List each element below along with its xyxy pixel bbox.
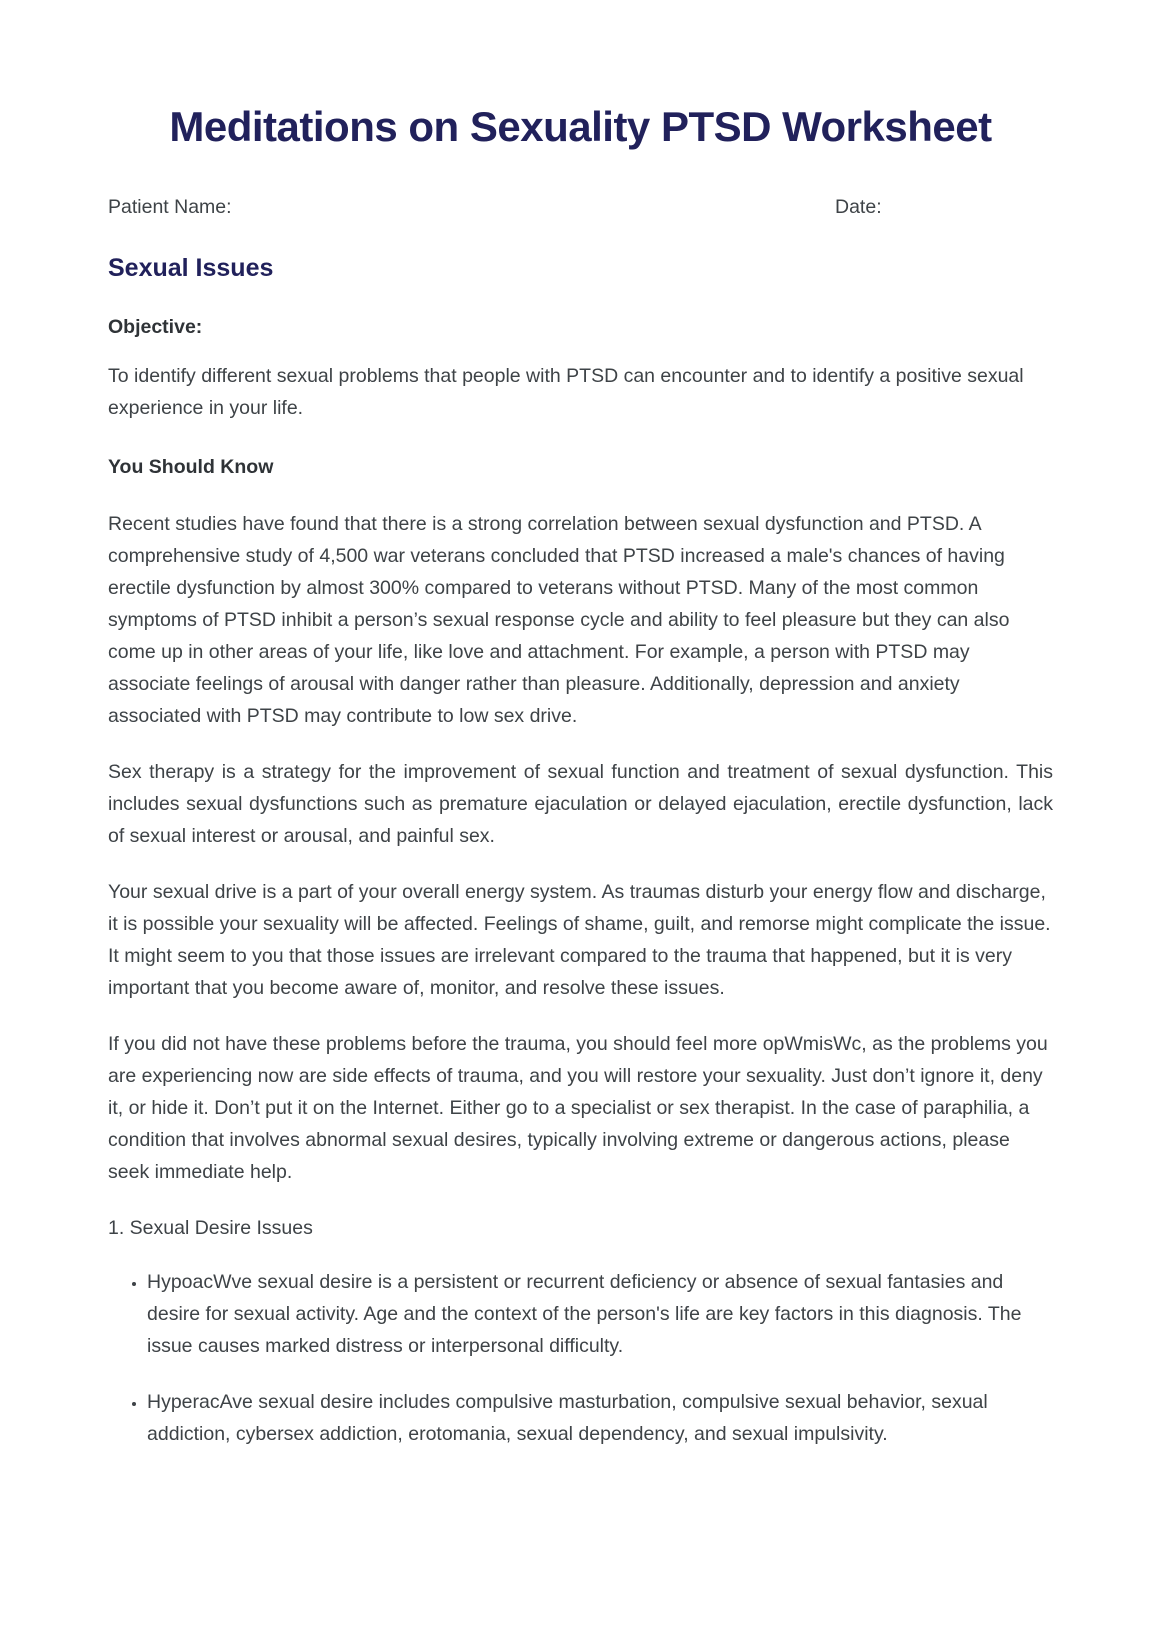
paragraph-research: Recent studies have found that there is a strong correlation between sexual dysfunction and PTSD. A comprehensive study of 4,500 war veterans concluded that PTSD increased a male's chances of having erectile dysfunction by almost 300% compared to veterans without PTSD. Many of the most common symptoms of PTSD inhibit a person’s sexual response cycle and ability to feel pleasure but they can also come up in other areas of your life, like love and attachment. For example, a person with PTSD may associate feelings of arousal with danger rather than pleasure. Additionally, depression and anxiety associated with PTSD may contribute to low sex drive. [108, 513, 1010, 727]
paragraph-restore-sexuality: If you did not have these problems before the trauma, you should feel more opWmisWc, as the problems you are experiencing now are side effects of trauma, and you will restore your sexuality. Just don’t ignore it, deny it, or hide it. Don’t put it on the Internet. Either go to a specialist or sex therapist. In the case of paraphilia, a condition that involves abnormal sexual desires, typically involving extreme or dangerous actions, please seek immediate help. [108, 1033, 1048, 1183]
page-title: Meditations on Sexuality PTSD Worksheet [169, 103, 992, 150]
list-item-hyperactive-desire: • HyperacAve sexual desire includes compulsive masturbation, compulsive sexual behavior, sexual addiction, cybersex addiction, erotomania, sexual dependency, and sexual impulsivity. [147, 1386, 1053, 1450]
sexual-desire-bullet-list [108, 1266, 1053, 1450]
objective-text: To identify different sexual problems that people with PTSD can encounter and to identify a positive sexual experience in your life. [108, 365, 1024, 419]
date-label: Date: [835, 196, 882, 218]
paragraph-sex-therapy: Sex therapy is a strategy for the improvement of sexual function and treatment of sexual dysfunction. This includes sexual dysfunctions such as premature ejaculation or delayed ejaculation, erectile dysfunction, lack of sexual interest or arousal, and painful sex. [108, 761, 1053, 847]
patient-name-label: Patient Name: [108, 196, 232, 218]
page-content [0, 102, 1176, 1450]
list-heading-sexual-desire-issues: 1. Sexual Desire Issues [108, 1217, 313, 1239]
objective-label: Objective: [108, 316, 203, 338]
paragraph-energy-system: Your sexual drive is a part of your overall energy system. As traumas disturb your energy flow and discharge, it is possible your sexuality will be affected. Feelings of shame, guilt, and remorse might complicate the issue. It might seem to you that those issues are irrelevant compared to the trauma that happened, but it is very important that you become aware of, monitor, and resolve these issues. [108, 881, 1051, 999]
you-should-know-label: You Should Know [108, 456, 274, 478]
section-heading-sexual-issues: Sexual Issues [108, 254, 274, 282]
patient-info-row [108, 194, 1053, 220]
list-item-hypoactive-desire: • HypoacWve sexual desire is a persistent or recurrent deficiency or absence of sexual fantasies and desire for sexual activity. Age and the context of the person's life are key factors in this diagnosis. The issue causes marked distress or interpersonal difficulty. [147, 1266, 1053, 1362]
